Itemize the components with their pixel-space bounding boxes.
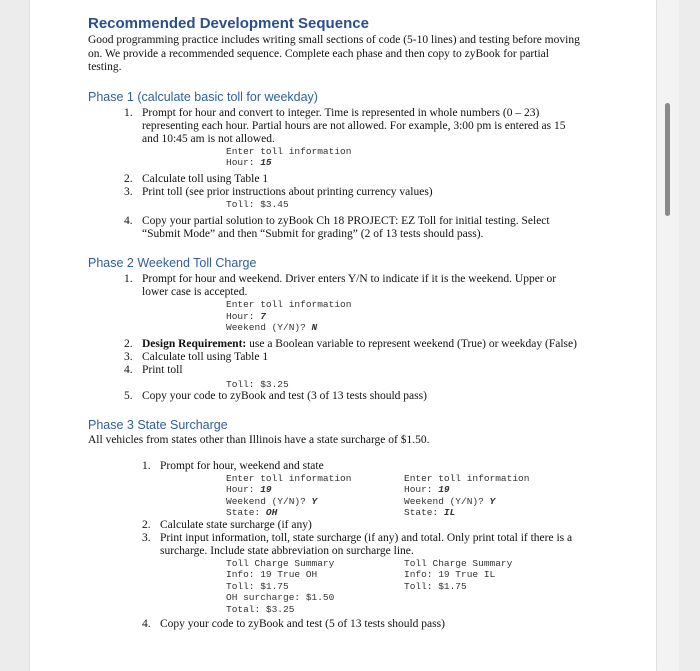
phase3-summary-il: Toll Charge Summary Info: 19 True IL Toll: $1.75 bbox=[404, 557, 513, 592]
phase3-example-input-oh: Enter toll information Hour: 19 Weekend (Y/N)? Y State: OH bbox=[226, 472, 352, 518]
phase2-heading: Phase 2 Weekend Toll Charge bbox=[88, 256, 257, 270]
phase3-step-2: 2. Calculate state surcharge (if any) bbox=[142, 518, 312, 531]
phase1-step-3: 3. Print toll (see prior instructions about printing currency values) bbox=[124, 185, 433, 198]
phase3-example-input-il: Enter toll information Hour: 19 Weekend (Y/N)? Y State: IL bbox=[404, 472, 530, 518]
phase2-step-3: 3. Calculate toll using Table 1 bbox=[124, 350, 269, 363]
phase3-step-4: 4. Copy your code to zyBook and test (5 of 13 tests should pass) bbox=[142, 617, 445, 630]
phase3-summary-oh: Toll Charge Summary Info: 19 True OH Toll: $1.75 OH surcharge: $1.50 Total: $3.25 bbox=[226, 557, 335, 615]
page-title: Recommended Development Sequence bbox=[88, 15, 369, 32]
phase1-heading: Phase 1 (calculate basic toll for weekday) bbox=[88, 89, 318, 104]
phase3-step-3: 3. Print input information, toll, state surcharge (if any) and total. Only print total if there is a surcharge. Include state abbreviation on surcharge line. bbox=[142, 531, 573, 557]
phase2-step-4: 4. Print toll bbox=[124, 363, 183, 376]
phase1-example-input: Enter toll information Hour: 15 bbox=[226, 145, 352, 168]
phase2-step-2: 2. Design Requirement: use a Boolean variable to represent weekend (True) or weekday (False) bbox=[124, 337, 577, 350]
phase1-step-1: 1. Prompt for hour and convert to integer. Time is represented in whole numbers (0 – 23) representing each hour. Partial hours are not allowed. For example, 3:00 pm is entered as 15 and 10:45 am is not allowed. bbox=[124, 106, 566, 145]
phase1-example-toll: Toll: $3.45 bbox=[226, 198, 289, 210]
phase3-intro: All vehicles from states other than Illinois have a state surcharge of $1.50. bbox=[88, 434, 430, 446]
scrollbar-thumb[interactable] bbox=[665, 103, 670, 216]
phase1-step-2: 2. Calculate toll using Table 1 bbox=[124, 172, 269, 185]
phase1-step-4: 4. Copy your partial solution to zyBook Ch 18 PROJECT: EZ Toll for initial testing. Select “Submit Mode” and then “Submit for grading” (2 of 13 tests should pass). bbox=[124, 215, 550, 240]
phase3-summary-examples bbox=[88, 558, 583, 616]
phase3-heading: Phase 3 State Surcharge bbox=[88, 418, 228, 432]
document-content bbox=[88, 14, 583, 631]
phase2-step-1: 1. Prompt for hour and weekend. Driver enters Y/N to indicate if it is the weekend. Upper or lower case is accepted. bbox=[124, 273, 557, 298]
scrollbar-track[interactable] bbox=[657, 0, 679, 671]
phase2-example-toll: Toll: $3.25 bbox=[226, 378, 289, 390]
phase2-step-5: 5. Copy your code to zyBook and test (3 of 13 tests should pass) bbox=[124, 390, 427, 402]
intro-paragraph: Good programming practice includes writing small sections of code (5-10 lines) and testing before moving on. We provide a recommended sequence. Complete each phase and then copy to zyBook for partial testing. bbox=[88, 34, 580, 73]
phase2-example-input: Enter toll information Hour: 7 Weekend (Y/N)? N bbox=[226, 299, 352, 333]
phase3-input-examples bbox=[88, 473, 583, 519]
phase3-step-1: 1. Prompt for hour, weekend and state bbox=[142, 459, 324, 472]
